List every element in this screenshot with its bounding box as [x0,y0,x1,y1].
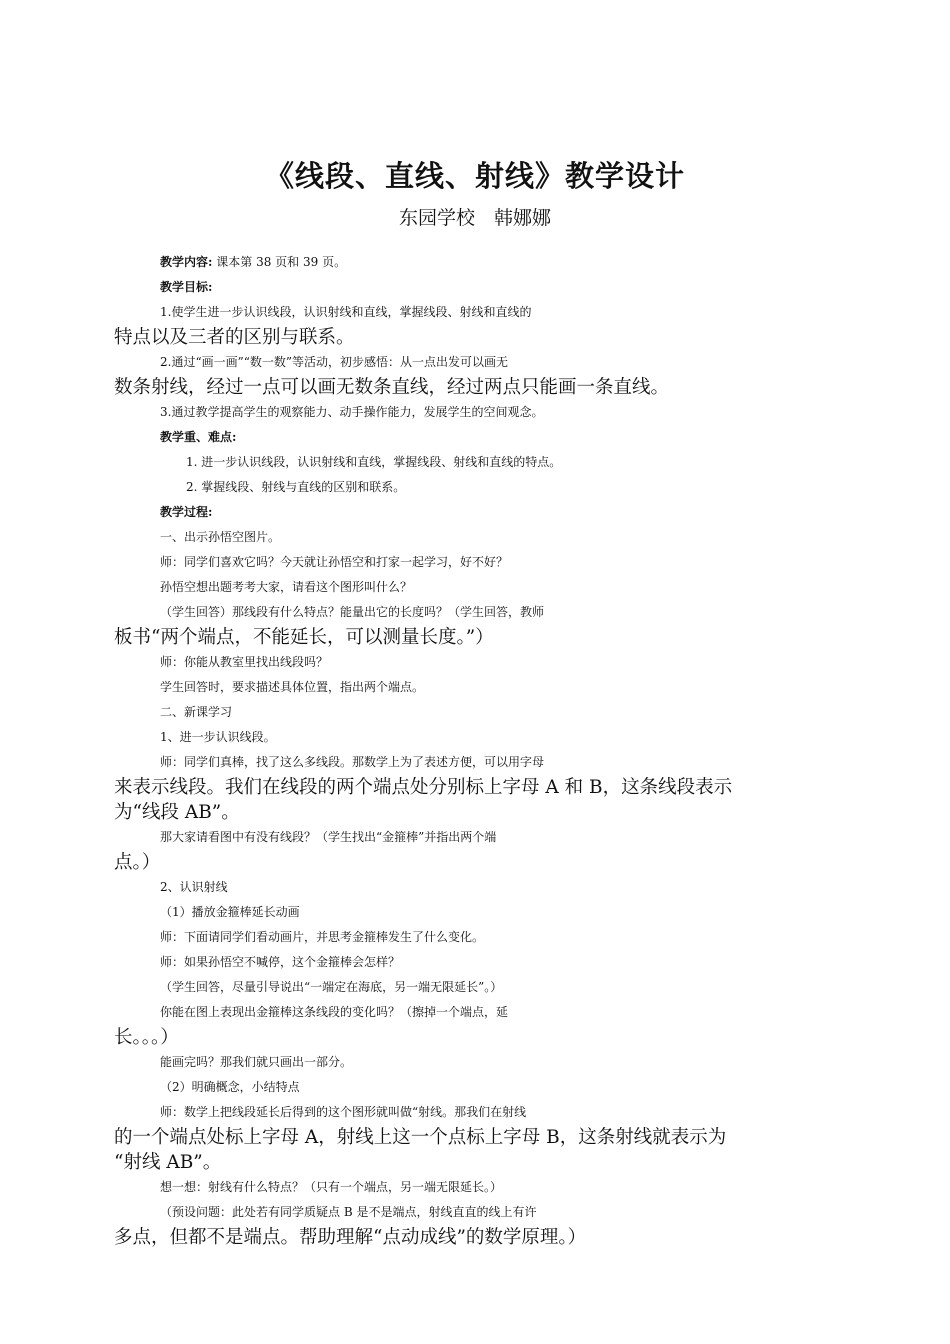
process-line: 能画完吗？那我们就只画出一部分。 [160,1055,353,1069]
process-line: 师：同学们喜欢它吗？今天就让孙悟空和打家一起学习，好不好？ [160,555,509,569]
process-line: 点。） [114,852,161,873]
process-line: 孙悟空想出题考考大家，请看这个图形叫什么？ [160,580,413,594]
process-heading: 教学过程: [160,505,213,519]
process-line: 2、认识射线 [160,880,228,894]
process-line: 来表示线段。我们在线段的两个端点处分别标上字母 A 和 B，这条线段表示 [114,777,733,798]
goal-2-line-a: 2.通过“画一画”“数一数”等活动，初步感悟：从一点出发可以画无 [160,355,508,369]
content-label: 教学内容: [160,255,213,269]
process-line: 的一个端点处标上字母 A，射线上这一个点标上字母 B，这条射线就表示为 [114,1127,727,1148]
keypoints-heading: 教学重、难点: [160,430,237,444]
process-line: 你能在图上表现出金箍棒这条线段的变化吗？（擦掉一个端点，延 [160,1005,509,1019]
process-line: 想一想：射线有什么特点？（只有一个端点，另一端无限延长。） [160,1180,503,1194]
process-line: 师：如果孙悟空不喊停，这个金箍棒会怎样？ [160,955,401,969]
process-line: “射线 AB”。 [114,1152,222,1173]
keypoint-1: 1. 进一步认识线段，认识射线和直线，掌握线段、射线和直线的特点。 [186,455,562,469]
process-line: 师：数学上把线段延长后得到的这个图形就叫做“射线。那我们在射线 [160,1105,527,1119]
process-line: （预设问题：此处若有同学质疑点 B 是不是端点，射线直直的线上有许 [160,1205,537,1219]
goal-3-line: 3.通过教学提高学生的观察能力、动手操作能力，发展学生的空间观念。 [160,405,544,419]
process-line: 师：同学们真棒，找了这么多线段。那数学上为了表述方便，可以用字母 [160,755,545,769]
process-line: （1）播放金箍棒延长动画 [160,905,300,919]
process-line: 那大家请看图中有没有线段？（学生找出“金箍棒”并指出两个端 [160,830,497,844]
document-title: 《线段、直线、射线》教学设计 [264,159,685,193]
keypoint-2: 2. 掌握线段、射线与直线的区别和联系。 [186,480,406,494]
process-line: 师：你能从教室里找出线段吗？ [160,655,329,669]
process-line: 学生回答时，要求描述具体位置，指出两个端点。 [160,680,425,694]
process-line: 师：下面请同学们看动画片，并思考金箍棒发生了什么变化。 [160,930,485,944]
document-author: 东园学校 韩娜娜 [398,207,551,229]
process-line: 为“线段 AB”。 [114,802,240,823]
process-line: 二、新课学习 [160,705,233,719]
process-line: 1、进一步认识线段。 [160,730,276,744]
process-line: （2）明确概念，小结特点 [160,1080,300,1094]
process-line: 一、出示孙悟空图片。 [160,530,281,544]
content-line [160,250,890,275]
content-text: 课本第 38 页和 39 页。 [216,255,347,269]
goal-1-line-a: 1.使学生进一步认识线段，认识射线和直线，掌握线段、射线和直线的 [160,305,532,319]
process-line: （学生回答）那线段有什么特点？能量出它的长度吗？（学生回答，教师 [160,605,545,619]
goal-1-line-b: 特点以及三者的区别与联系。 [114,327,355,348]
process-line: （学生回答，尽量引导说出“一端定在海底，另一端无限延长”。） [160,980,503,994]
goals-heading: 教学目标: [160,280,213,294]
process-line: 多点，但都不是端点。帮助理解“点动成线”的数学原理。） [114,1227,587,1248]
goal-2-line-b: 数条射线，经过一点可以画无数条直线，经过两点只能画一条直线。 [114,377,670,398]
process-line: 长。。。） [114,1027,179,1048]
process-line: 板书“两个端点，不能延长，可以测量长度。”） [114,627,494,648]
